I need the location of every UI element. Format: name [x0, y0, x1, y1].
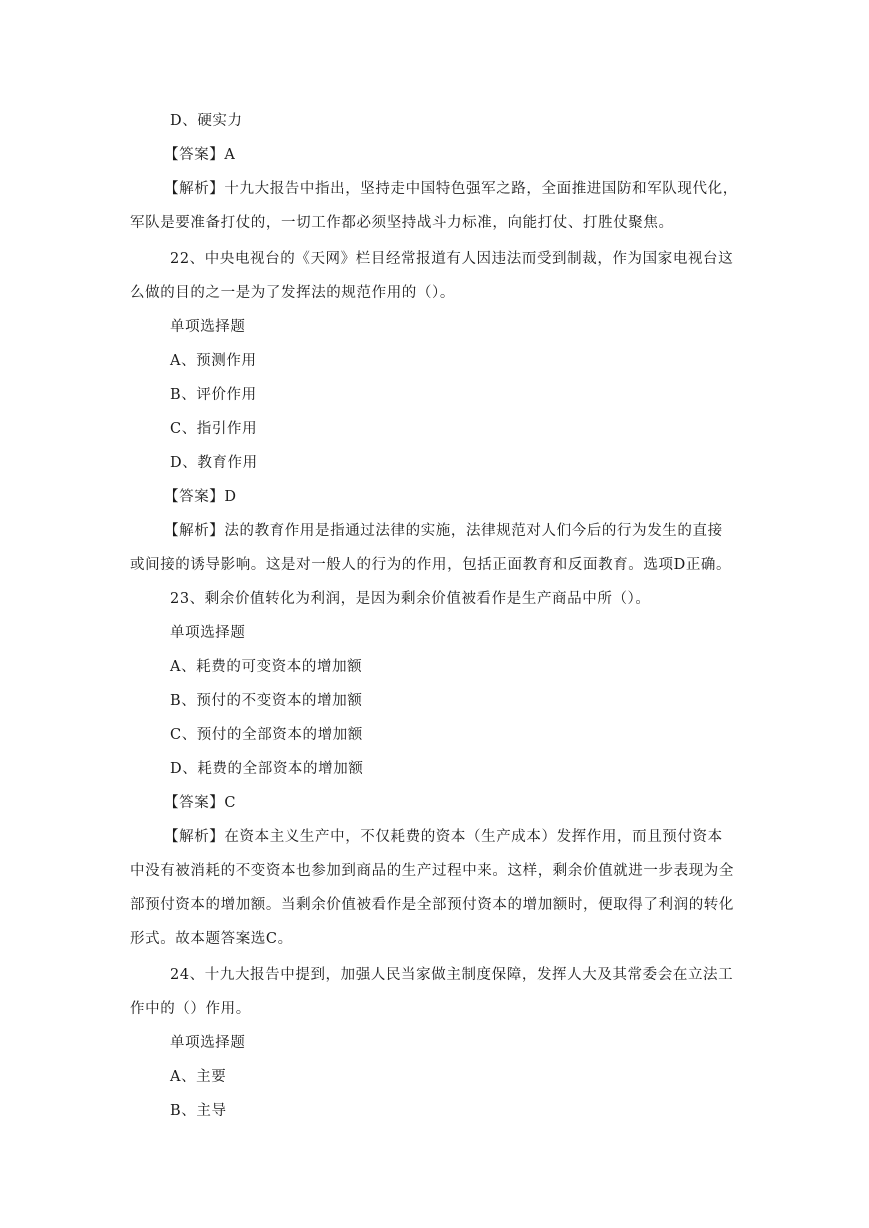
question-23: 23、剩余价值转化为利润，是因为剩余价值被看作是生产商品中所（）。: [170, 591, 651, 607]
analysis-q22-line2: 或间接的诱导影响。这是对一般人的行为的作用，包括正面教育和反面教育。选项D正确。: [130, 557, 732, 573]
option-d-hard-power: D、硬实力: [170, 113, 243, 129]
option-b-q23: B、预付的不变资本的增加额: [170, 693, 363, 709]
option-c-q22: C、指引作用: [170, 421, 258, 437]
option-d-q22: D、教育作用: [170, 455, 258, 471]
option-a-q24: A、主要: [170, 1069, 227, 1085]
option-b-q22: B、评价作用: [170, 387, 257, 403]
analysis-q23-line3: 部预付资本的增加额。当剩余价值被看作是全部预付资本的增加额时，便取得了利润的转化: [130, 897, 734, 913]
option-a-q23: A、耗费的可变资本的增加额: [170, 659, 363, 675]
option-a-q22: A、预测作用: [170, 353, 257, 369]
question-24-line1: 24、十九大报告中提到，加强人民当家做主制度保障，发挥人大及其常委会在立法工: [170, 967, 734, 983]
analysis-q23-line1: 【解析】在资本主义生产中，不仅耗费的资本（生产成本）发挥作用，而且预付资本: [164, 829, 723, 845]
option-b-q24: B、主导: [170, 1103, 227, 1119]
option-c-q23: C、预付的全部资本的增加额: [170, 727, 363, 743]
question-type-q24: 单项选择题: [170, 1035, 246, 1051]
analysis-q21-line1: 【解析】十九大报告中指出，坚持走中国特色强军之路，全面推进国防和军队现代化，: [164, 181, 738, 197]
answer-q23: 【答案】C: [164, 795, 237, 811]
question-type-q22: 单项选择题: [170, 319, 246, 335]
analysis-q22-line1: 【解析】法的教育作用是指通过法律的实施，法律规范对人们今后的行为发生的直接: [164, 523, 723, 539]
question-type-q23: 单项选择题: [170, 625, 246, 641]
question-22-line1: 22、中央电视台的《天网》栏目经常报道有人因违法而受到制裁，作为国家电视台这: [170, 251, 734, 267]
question-22-line2: 么做的目的之一是为了发挥法的规范作用的（）。: [130, 285, 455, 301]
answer-q21: 【答案】A: [164, 147, 236, 163]
analysis-q23-line4: 形式。故本题答案选C。: [130, 931, 293, 947]
analysis-q21-line2: 军队是要准备打仗的，一切工作都必须坚持战斗力标准，向能打仗、打胜仗聚焦。: [130, 215, 674, 231]
answer-q22: 【答案】D: [164, 489, 237, 505]
question-24-line2: 作中的（）作用。: [130, 1001, 251, 1017]
analysis-q23-line2: 中没有被消耗的不变资本也参加到商品的生产过程中来。这样，剩余价值就进一步表现为全: [130, 863, 734, 879]
option-d-q23: D、耗费的全部资本的增加额: [170, 761, 364, 777]
